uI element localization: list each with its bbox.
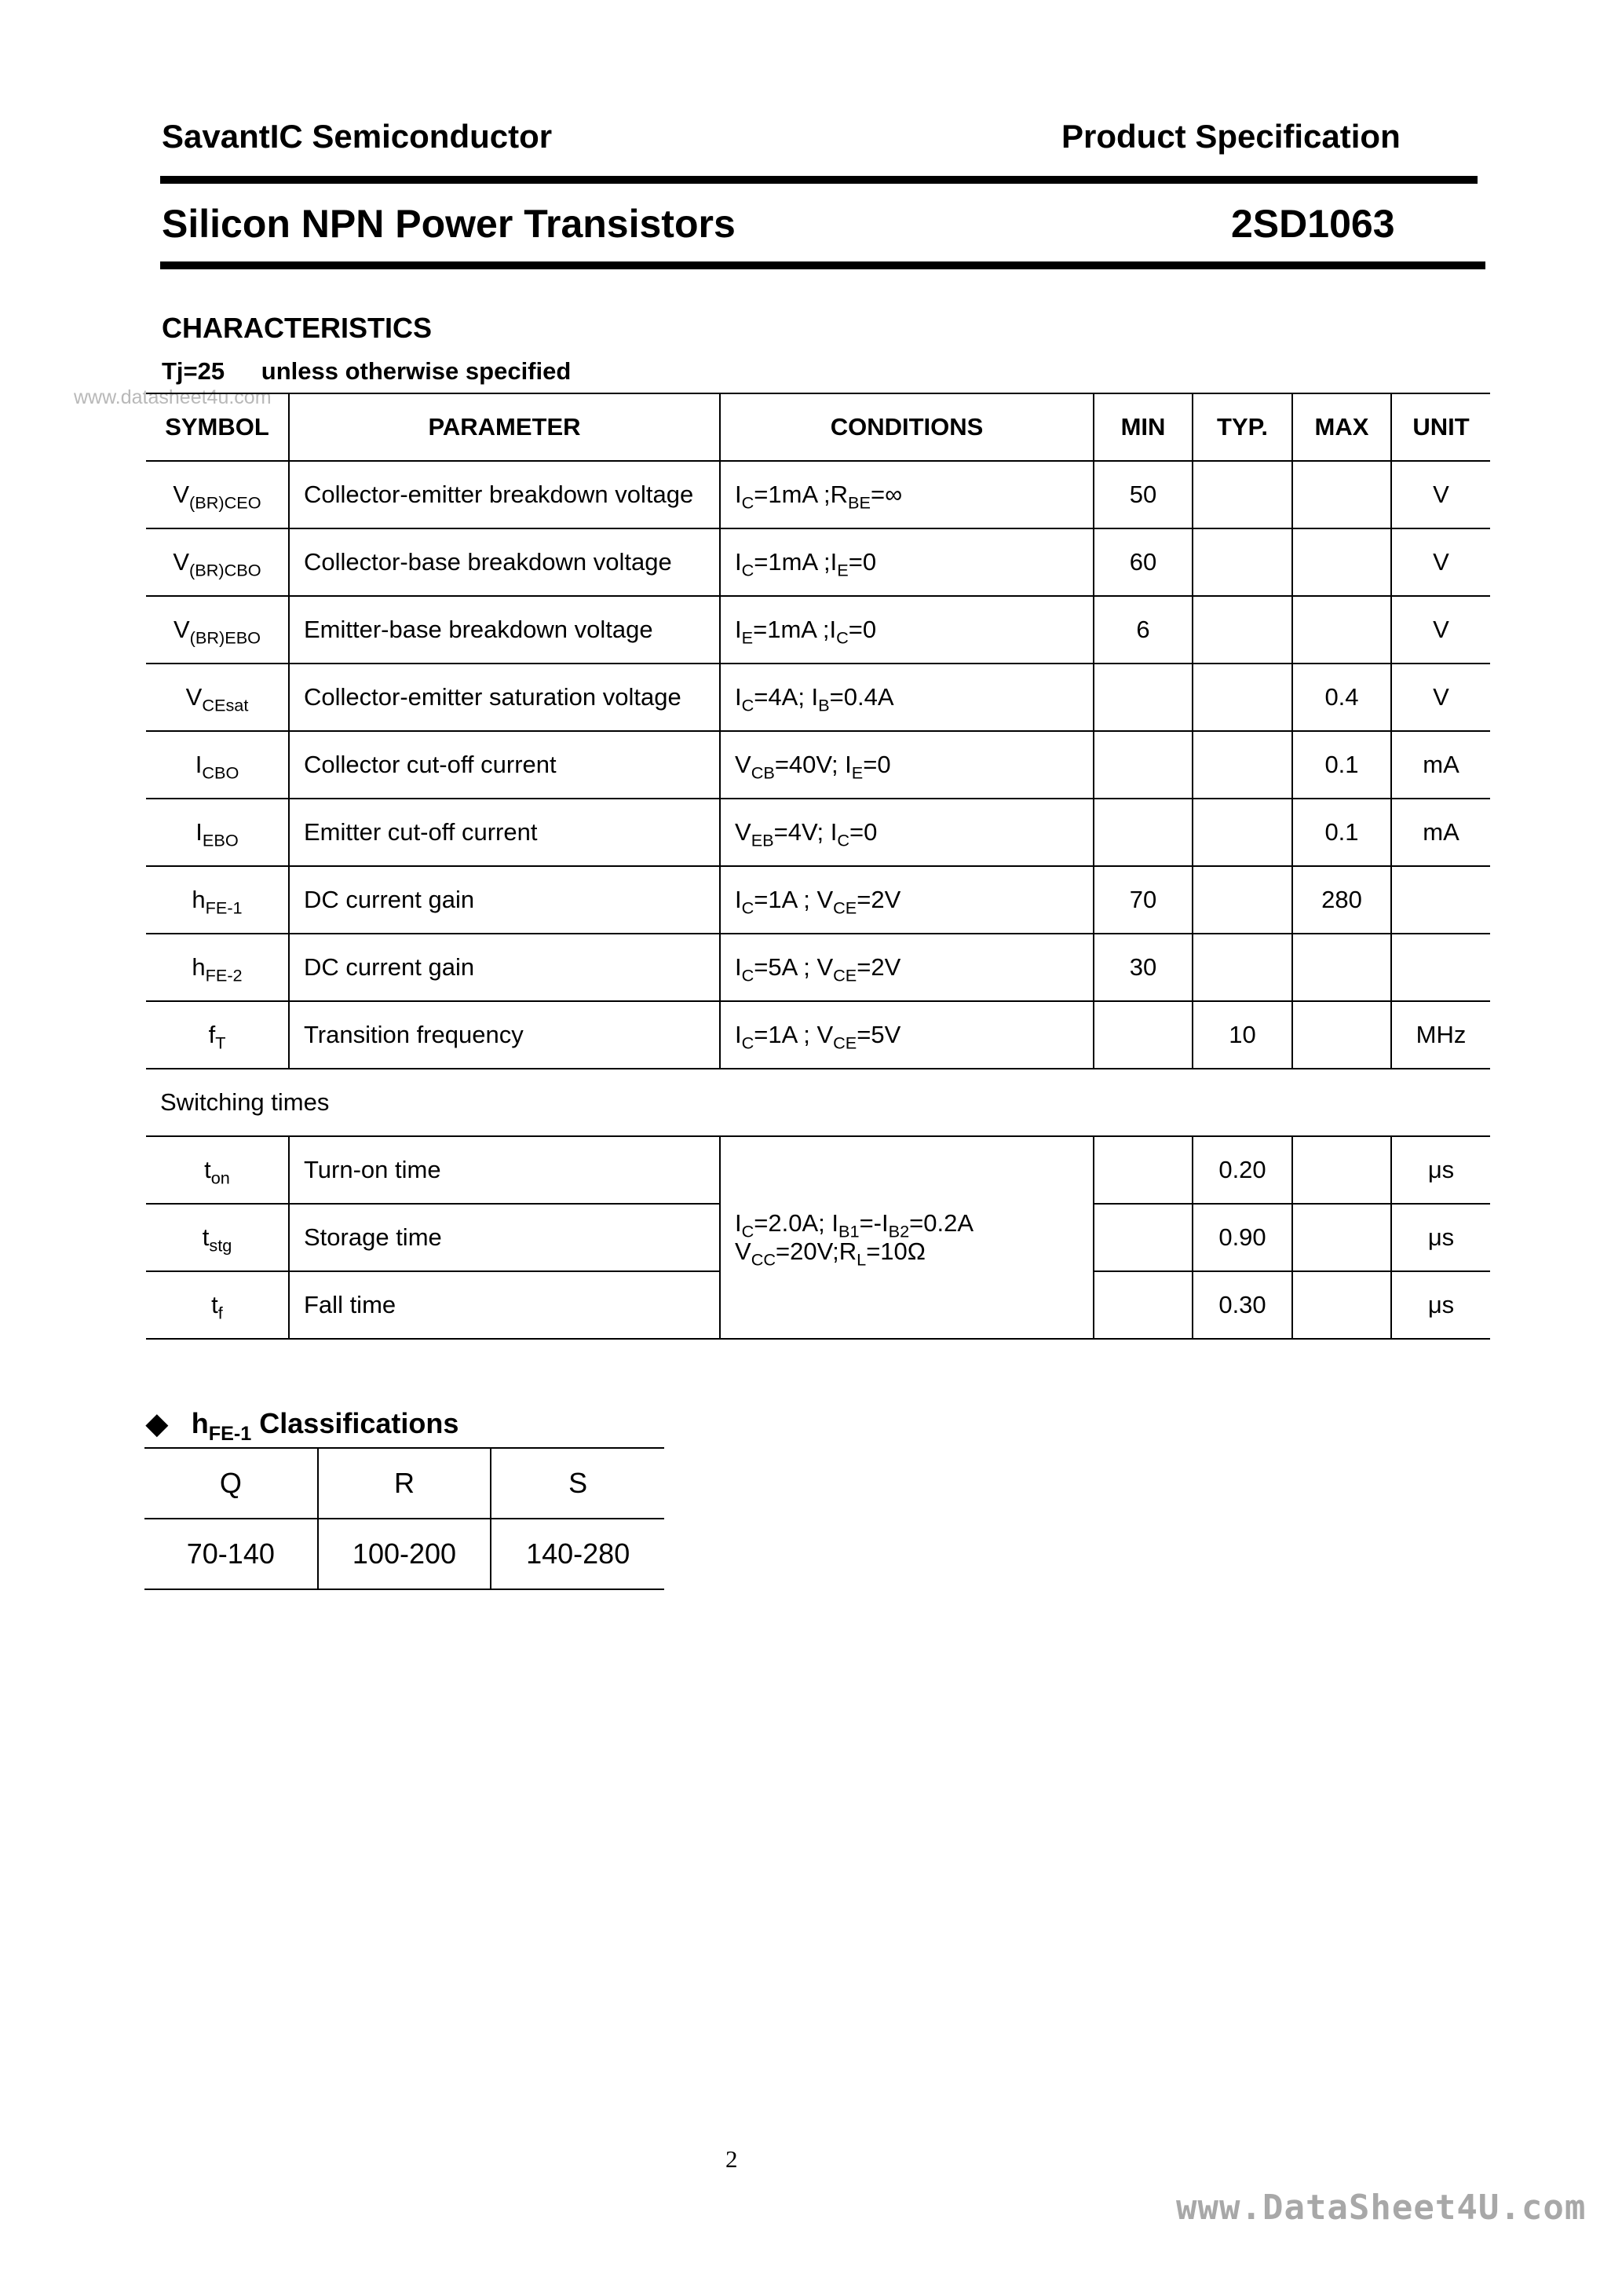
symbol-main: t — [211, 1291, 218, 1318]
class-s: S — [491, 1448, 664, 1519]
symbol-main: t — [204, 1156, 211, 1183]
symbol-subscript: CBO — [202, 762, 239, 783]
symbol-subscript: (BR)CBO — [189, 560, 261, 580]
symbol-cell — [146, 1001, 289, 1069]
cond-value: =4V; — [773, 818, 831, 846]
cond-var: V — [816, 953, 834, 981]
cond-var: I — [735, 616, 742, 643]
unit-cell: μs — [1391, 1204, 1490, 1271]
symbol-cell — [146, 799, 289, 866]
cond-var: V — [735, 1238, 751, 1265]
symbol-main: V — [185, 683, 203, 711]
max-cell — [1292, 461, 1391, 528]
cond-value: =0.4A — [829, 683, 894, 711]
conditions-cell — [720, 1001, 1094, 1069]
max-cell — [1292, 1001, 1391, 1069]
tj-label: Tj=25 — [162, 357, 225, 385]
class-r: R — [318, 1448, 491, 1519]
min-cell — [1094, 731, 1193, 799]
symbol-main: V — [173, 548, 190, 576]
parameter-cell: Transition frequency — [289, 1001, 720, 1069]
switching-conditions-cell — [720, 1136, 1094, 1339]
typ-cell: 0.90 — [1193, 1204, 1292, 1271]
symbol-cell — [146, 934, 289, 1001]
table-row — [146, 866, 1490, 934]
symbol-main: I — [195, 751, 203, 778]
unit-cell: V — [1391, 596, 1490, 664]
cond-var: I — [735, 683, 742, 711]
symbol-main: h — [192, 886, 206, 913]
table-row — [146, 664, 1490, 731]
cond-subscript: E — [851, 762, 864, 783]
max-cell — [1292, 1204, 1391, 1271]
classification-title-rest: Classifications — [251, 1407, 459, 1439]
min-cell — [1094, 799, 1193, 866]
unit-cell: V — [1391, 461, 1490, 528]
unit-cell: V — [1391, 528, 1490, 596]
watermark-footer: www.DataSheet4U.com — [1176, 2188, 1587, 2228]
cond-value: =1mA ; — [754, 481, 831, 508]
parameter-cell: DC current gain — [289, 866, 720, 934]
max-cell: 0.4 — [1292, 664, 1391, 731]
cond-value: =0 — [849, 818, 878, 846]
symbol-cell — [146, 596, 289, 664]
symbol-main: I — [195, 818, 203, 846]
cond-value: =10Ω — [866, 1238, 926, 1265]
min-cell: 70 — [1094, 866, 1193, 934]
cond-var: I — [735, 1209, 742, 1237]
watermark-small: www.datasheet4u.com — [74, 386, 272, 408]
conditions-cell — [720, 799, 1094, 866]
min-cell: 30 — [1094, 934, 1193, 1001]
symbol-main: h — [192, 953, 206, 981]
switching-cond-line-2 — [735, 1238, 1079, 1270]
symbol-subscript: T — [215, 1033, 226, 1053]
unit-cell: mA — [1391, 731, 1490, 799]
parameter-cell: Collector-emitter breakdown voltage — [289, 461, 720, 528]
cond-value: =5A ; — [754, 953, 817, 981]
cond-subscript: C — [741, 1033, 754, 1053]
symbol-cell — [146, 461, 289, 528]
cond-subscript: CE — [833, 965, 857, 985]
max-cell — [1292, 1136, 1391, 1204]
cond-var: I — [830, 818, 838, 846]
page-title: Silicon NPN Power Transistors — [162, 202, 736, 246]
switching-cond-line-1 — [735, 1209, 1079, 1241]
symbol-cell — [146, 731, 289, 799]
typ-cell — [1193, 528, 1292, 596]
min-cell — [1094, 1271, 1193, 1339]
cond-subscript: E — [741, 627, 754, 648]
conditions-cell — [720, 866, 1094, 934]
min-cell: 50 — [1094, 461, 1193, 528]
cond-var: R — [838, 1238, 857, 1265]
cond-subscript: E — [837, 560, 849, 580]
col-typ: TYP. — [1193, 393, 1292, 461]
cond-subscript: L — [857, 1249, 867, 1270]
classification-table — [144, 1447, 664, 1590]
classification-header-row — [144, 1448, 664, 1519]
unit-cell: V — [1391, 664, 1490, 731]
section-title: CHARACTERISTICS — [162, 312, 433, 344]
classification-title-main: h — [191, 1407, 209, 1439]
typ-cell — [1193, 461, 1292, 528]
unit-cell: MHz — [1391, 1001, 1490, 1069]
cond-value: =0 — [848, 548, 877, 576]
parameter-cell: DC current gain — [289, 934, 720, 1001]
symbol-subscript: (BR)CEO — [189, 492, 261, 513]
cond-value: =2.0A; — [754, 1209, 832, 1237]
symbol-subscript: on — [210, 1168, 230, 1188]
symbol-cell — [146, 528, 289, 596]
table-row — [146, 528, 1490, 596]
max-cell — [1292, 596, 1391, 664]
characteristics-table — [146, 393, 1490, 1340]
min-cell — [1094, 1136, 1193, 1204]
typ-cell: 0.20 — [1193, 1136, 1292, 1204]
symbol-cell — [146, 1204, 289, 1271]
cond-var: I — [829, 616, 837, 643]
symbol-main: V — [173, 616, 190, 643]
min-cell — [1094, 1204, 1193, 1271]
cond-value: =∞ — [870, 481, 903, 508]
cond-value: =5V — [857, 1021, 901, 1048]
cond-subscript: C — [837, 830, 850, 850]
symbol-cell — [146, 664, 289, 731]
symbol-main: t — [202, 1223, 210, 1251]
parameter-cell: Emitter cut-off current — [289, 799, 720, 866]
cond-subscript: CE — [833, 898, 857, 918]
cond-var: R — [830, 481, 849, 508]
parameter-cell: Storage time — [289, 1204, 720, 1271]
conditions-cell — [720, 596, 1094, 664]
class-q-range: 70-140 — [144, 1519, 318, 1589]
symbol-subscript: FE-2 — [205, 965, 243, 985]
cond-value: =0.2A — [909, 1209, 974, 1237]
cond-subscript: CB — [751, 762, 775, 783]
cond-var: I — [845, 751, 852, 778]
cond-var: I — [811, 683, 819, 711]
switching-times-row — [146, 1069, 1490, 1136]
cond-subscript: C — [741, 492, 754, 513]
table-row — [146, 799, 1490, 866]
cond-value: =- — [859, 1209, 882, 1237]
col-parameter: PARAMETER — [289, 393, 720, 461]
cond-subscript: C — [741, 965, 754, 985]
cond-value: =1mA ; — [753, 616, 830, 643]
parameter-cell: Collector cut-off current — [289, 731, 720, 799]
conditions-cell — [720, 731, 1094, 799]
max-cell: 0.1 — [1292, 731, 1391, 799]
symbol-subscript: EBO — [202, 830, 239, 850]
typ-cell: 10 — [1193, 1001, 1292, 1069]
unit-cell: μs — [1391, 1136, 1490, 1204]
cond-subscript: C — [741, 1221, 754, 1241]
col-conditions: CONDITIONS — [720, 393, 1094, 461]
symbol-main: f — [208, 1021, 216, 1048]
header-rule-bottom — [160, 261, 1485, 269]
cond-subscript: C — [836, 627, 849, 648]
conditions-cell — [720, 934, 1094, 1001]
min-cell — [1094, 1001, 1193, 1069]
table-row — [146, 1001, 1490, 1069]
max-cell: 0.1 — [1292, 799, 1391, 866]
typ-cell — [1193, 596, 1292, 664]
cond-var: V — [735, 751, 751, 778]
symbol-subscript: f — [217, 1303, 223, 1323]
header-rule-top — [160, 176, 1478, 184]
cond-var: I — [735, 953, 742, 981]
cond-value: =40V; — [774, 751, 846, 778]
cond-var: I — [735, 481, 742, 508]
symbol-subscript: CEsat — [202, 695, 249, 715]
classification-title — [146, 1407, 459, 1445]
cond-var: I — [830, 548, 838, 576]
parameter-cell: Emitter-base breakdown voltage — [289, 596, 720, 664]
unit-cell — [1391, 866, 1490, 934]
unit-cell — [1391, 934, 1490, 1001]
cond-var: I — [735, 1021, 742, 1048]
min-cell — [1094, 664, 1193, 731]
max-cell — [1292, 528, 1391, 596]
typ-cell — [1193, 866, 1292, 934]
cond-subscript: CE — [833, 1033, 857, 1053]
cond-var: V — [735, 818, 751, 846]
cond-var: V — [816, 886, 834, 913]
min-cell: 60 — [1094, 528, 1193, 596]
typ-cell — [1193, 799, 1292, 866]
symbol-cell — [146, 1136, 289, 1204]
cond-value: =2V — [857, 953, 901, 981]
condition-text: unless otherwise specified — [261, 357, 572, 385]
cond-var: I — [735, 548, 742, 576]
typ-cell — [1193, 934, 1292, 1001]
col-symbol: SYMBOL — [146, 393, 289, 461]
doc-type: Product Specification — [1061, 118, 1401, 155]
cond-value: =1A ; — [754, 1021, 817, 1048]
symbol-main: V — [173, 481, 190, 508]
parameter-cell: Turn-on time — [289, 1136, 720, 1204]
cond-subscript: B1 — [838, 1221, 860, 1241]
table-row — [146, 934, 1490, 1001]
cond-subscript: B2 — [888, 1221, 910, 1241]
table-row — [146, 461, 1490, 528]
class-s-range: 140-280 — [491, 1519, 664, 1589]
cond-var: I — [735, 886, 742, 913]
col-unit: UNIT — [1391, 393, 1490, 461]
conditions-cell — [720, 461, 1094, 528]
typ-cell — [1193, 664, 1292, 731]
cond-subscript: EB — [751, 830, 774, 850]
unit-cell: mA — [1391, 799, 1490, 866]
cond-subscript: C — [741, 560, 754, 580]
cond-subscript: BE — [848, 492, 871, 513]
max-cell — [1292, 934, 1391, 1001]
table-row — [146, 731, 1490, 799]
typ-cell: 0.30 — [1193, 1271, 1292, 1339]
classification-value-row — [144, 1519, 664, 1589]
cond-var: I — [882, 1209, 889, 1237]
cond-subscript: C — [741, 898, 754, 918]
part-number: 2SD1063 — [1231, 202, 1395, 246]
parameter-cell: Collector-base breakdown voltage — [289, 528, 720, 596]
parameter-cell: Fall time — [289, 1271, 720, 1339]
cond-value: =1A ; — [754, 886, 817, 913]
classification-title-sub: FE-1 — [208, 1422, 252, 1445]
symbol-cell — [146, 866, 289, 934]
symbol-subscript: FE-1 — [205, 898, 243, 918]
symbol-subscript: stg — [209, 1235, 232, 1256]
symbol-subscript: (BR)EBO — [189, 627, 261, 648]
company-name: SavantIC Semiconductor — [162, 118, 553, 155]
cond-subscript: B — [818, 695, 830, 715]
temperature-condition — [162, 357, 571, 386]
switching-times-label: Switching times — [146, 1069, 1490, 1136]
cond-var: V — [816, 1021, 834, 1048]
parameter-cell: Collector-emitter saturation voltage — [289, 664, 720, 731]
table-row — [146, 596, 1490, 664]
conditions-cell — [720, 664, 1094, 731]
class-q: Q — [144, 1448, 318, 1519]
typ-cell — [1193, 731, 1292, 799]
max-cell — [1292, 1271, 1391, 1339]
table-row — [146, 1136, 1490, 1204]
cond-value: =0 — [863, 751, 891, 778]
cond-value: =2V — [857, 886, 901, 913]
min-cell: 6 — [1094, 596, 1193, 664]
cond-subscript: CC — [751, 1249, 776, 1270]
cond-subscript: C — [741, 695, 754, 715]
max-cell: 280 — [1292, 866, 1391, 934]
symbol-cell — [146, 1271, 289, 1339]
cond-value: =1mA ; — [754, 548, 831, 576]
conditions-cell — [720, 528, 1094, 596]
diamond-bullet-icon: ◆ — [146, 1407, 168, 1439]
page-number: 2 — [725, 2145, 738, 2173]
unit-cell: μs — [1391, 1271, 1490, 1339]
col-max: MAX — [1292, 393, 1391, 461]
cond-value: =0 — [848, 616, 877, 643]
cond-value: =4A; — [754, 683, 812, 711]
table-header-row — [146, 393, 1490, 461]
cond-var: I — [831, 1209, 839, 1237]
class-r-range: 100-200 — [318, 1519, 491, 1589]
col-min: MIN — [1094, 393, 1193, 461]
cond-value: =20V; — [776, 1238, 839, 1265]
